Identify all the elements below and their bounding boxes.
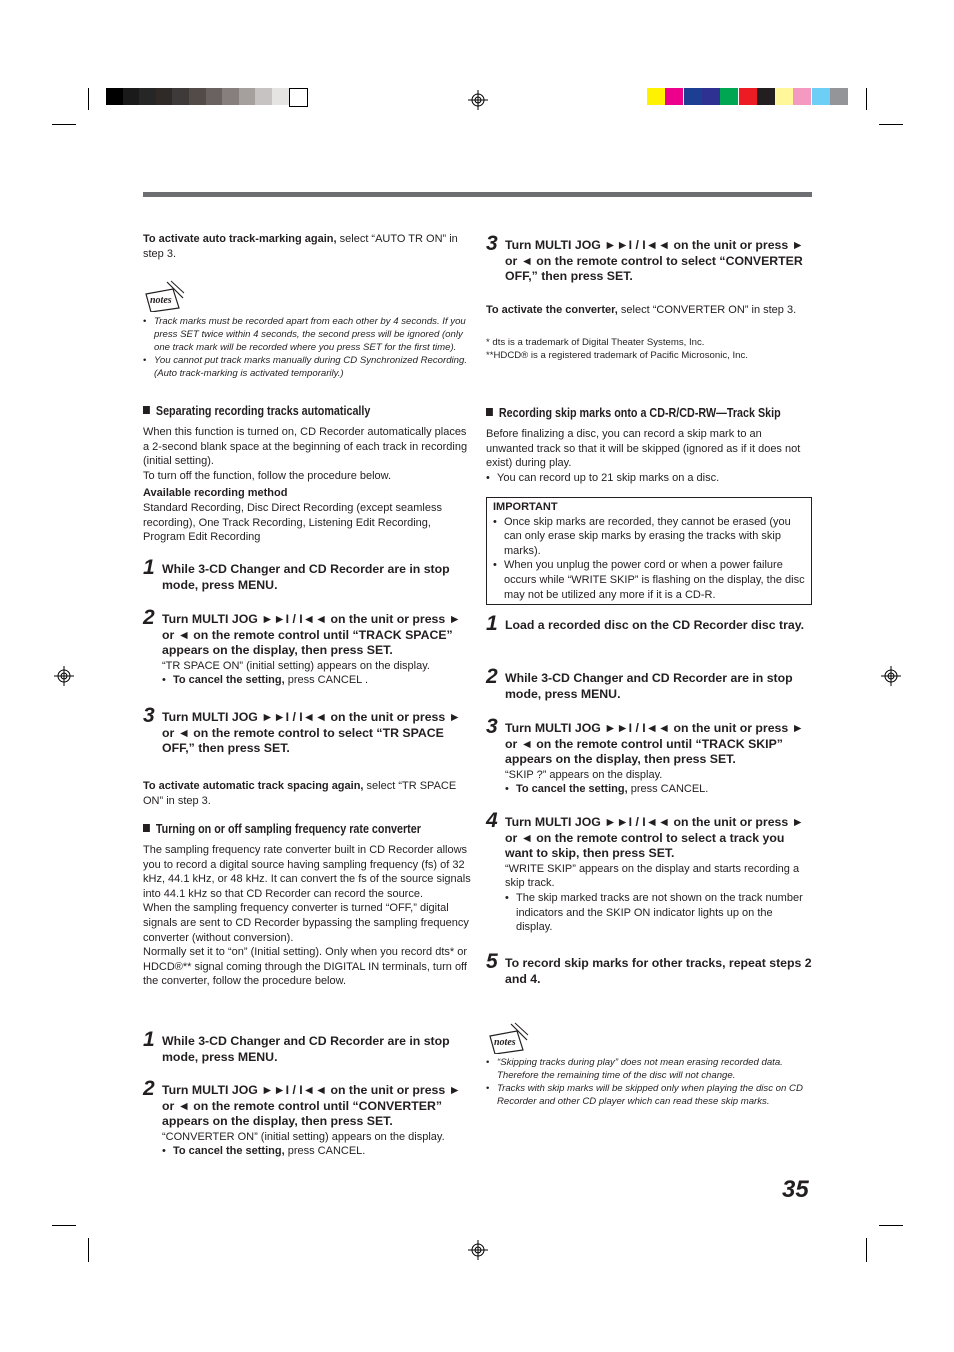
color-swatch — [775, 88, 793, 105]
step-2: 2 Turn MULTI JOG ►►I / I◄◄ on the unit or press ► or ◄ on the remote control until “TRACK SPACE” appears on the display, then press SET. “TR SPACE ON” (initial setting) appears on the display. • To cancel the setting, press CANCEL . — [143, 612, 470, 688]
notes-icon-label: notes — [494, 1037, 516, 1048]
step-1: 1 While 3-CD Changer and CD Recorder are in stop mode, press MENU. — [143, 556, 450, 592]
note-item: • Track marks must be recorded apart from each other by 4 seconds. If you press SET twice within 4 seconds, the second press will be ignored (only one track mark will be recorded where you press SET for the first time). — [143, 316, 469, 355]
color-swatch — [830, 88, 848, 105]
grayscale-swatch — [272, 88, 289, 105]
grayscale-swatch — [156, 88, 173, 105]
grayscale-swatch — [172, 88, 189, 105]
notes-icon — [487, 1022, 529, 1054]
section2-body: The sampling frequency rate converter built in CD Recorder allows you to record a digital source having sampling frequency (fs) of 32 kHz, 44.1 kHz, or 48 kHz. It can convert the fs of the source signals into 44.1 kHz so that CD Recorder can record the source. When the sampling frequency converter is turned “OFF,” digital signals are sent to CD Recorder bypassing the sampling frequency converter (without conversion). Normally set it to “on” (Initial setting). Only when you record dts* or HDCD®** signal coming through the DIGITAL IN terminals, turn off the converter, follow the procedure below. — [143, 844, 471, 988]
section-heading: Separating recording tracks automatically — [143, 404, 370, 418]
crop-mark — [88, 88, 89, 110]
crop-mark — [52, 1225, 76, 1226]
section3-body: Before finalizing a disc, you can record a skip mark to an unwanted track so that it will be skipped (ignored as if it does not exist) during play. • You can record up to 21 skip marks on a disc. — [486, 427, 812, 485]
important-box — [486, 497, 812, 605]
important-item: • Once skip marks are recorded, they cannot be erased (you can only erase skip marks by erasing the tracks with skip marks). — [493, 515, 807, 559]
crop-mark — [866, 1238, 867, 1262]
crop-mark — [879, 1225, 903, 1226]
color-swatch — [720, 88, 738, 105]
intro-paragraph: To activate auto track-marking again, select “AUTO TR ON” in step 3. — [143, 233, 458, 260]
step-2: 2 While 3-CD Changer and CD Recorder are in stop mode, press MENU. — [486, 665, 793, 701]
section-heading: Turning on or off sampling frequency rate converter — [143, 822, 421, 836]
crop-mark — [879, 124, 903, 125]
important-item: • When you unplug the power cord or when a power failure occurs while “WRITE SKIP” is flashing on the display, the disc may not be utilized any more if it is a CD-R. — [493, 558, 807, 602]
grayscale-swatch — [289, 88, 308, 107]
grayscale-swatch — [206, 88, 223, 105]
registration-mark-icon — [54, 666, 74, 686]
section-heading: Recording skip marks onto a CD-R/CD-RW—Track Skip — [486, 406, 781, 420]
grayscale-swatch — [106, 88, 123, 105]
step-2: 2 Turn MULTI JOG ►►I / I◄◄ on the unit or press ► or ◄ on the remote control until “CONVERTER” appears on the display, then press SET. “CONVERTER ON” (initial setting) appears on the display. • To cancel the setting, press CANCEL. — [143, 1083, 470, 1159]
notes-icon — [143, 280, 185, 312]
step-3: 3 Turn MULTI JOG ►►I / I◄◄ on the unit or press ► or ◄ on the remote control until “TRACK SKIP” appears on the display, then press SET. “SKIP ?” appears on the display. • To cancel the setting, press CANCEL. — [486, 721, 812, 797]
color-swatch — [647, 88, 665, 105]
color-swatch — [757, 88, 775, 105]
grayscale-swatch — [123, 88, 140, 105]
notes-icon-label: notes — [150, 295, 172, 306]
step-3: 3 Turn MULTI JOG ►►I / I◄◄ on the unit or press ► or ◄ on the remote control to select “TR SPACE OFF,” then press SET. — [143, 704, 461, 756]
crop-mark — [866, 88, 867, 110]
color-swatch — [702, 88, 720, 105]
step-1: 1 Load a recorded disc on the CD Recorder disc tray. — [486, 612, 805, 635]
color-swatch — [684, 88, 702, 105]
step-1: 1 While 3-CD Changer and CD Recorder are in stop mode, press MENU. — [143, 1028, 450, 1064]
grayscale-swatch — [189, 88, 206, 105]
page-number: 35 — [782, 1176, 809, 1203]
track-spacing-again: To activate automatic track spacing again, select “TR SPACE ON” in step 3. — [143, 780, 457, 807]
left-column — [143, 232, 469, 261]
crop-mark — [88, 1238, 89, 1262]
step-3: 3 Turn MULTI JOG ►►I / I◄◄ on the unit or press ► or ◄ on the remote control to select “CONVERTER OFF,” then press SET. — [486, 232, 804, 284]
registration-mark-icon — [881, 666, 901, 686]
left-notes-list — [143, 316, 469, 381]
color-swatch — [812, 88, 830, 105]
right-notes-list — [486, 1057, 812, 1109]
note-item: • You cannot put track marks manually during CD Synchronized Recording. (Auto track-marking is activated temporarily.) — [143, 355, 469, 381]
note-item: • Tracks with skip marks will be skipped only when playing the disc on CD Recorder and other CD player which can read these skip marks. — [486, 1083, 812, 1109]
footnotes: * dts is a trademark of Digital Theater Systems, Inc. **HDCD® is a registered trademark of Pacific Microsonic, Inc. — [486, 337, 748, 362]
grayscale-swatch — [255, 88, 272, 105]
grayscale-swatch — [222, 88, 239, 105]
color-swatch — [665, 88, 683, 105]
registration-mark-icon — [468, 90, 488, 110]
step-4: 4 Turn MULTI JOG ►►I / I◄◄ on the unit or press ► or ◄ on the remote control to select a track you want to skip, then press SET. “WRITE SKIP” appears on the display and starts recording a skip track. • The skip marked tracks are not shown on the track number indicators and the SKIP ON indicator lights up on the display. — [486, 815, 812, 935]
header-rule — [143, 192, 812, 197]
activate-converter: To activate the converter, select “CONVERTER ON” in step 3. — [486, 304, 797, 316]
note-item: • “Skipping tracks during play” does not mean erasing recorded data. Therefore the remaining time of the disc will not change. — [486, 1057, 812, 1083]
crop-mark — [52, 124, 76, 125]
important-title: IMPORTANT — [493, 501, 558, 513]
color-swatch — [793, 88, 811, 105]
step-5: 5 To record skip marks for other tracks, repeat steps 2 and 4. — [486, 950, 812, 986]
color-swatch — [739, 88, 757, 105]
grayscale-swatch — [139, 88, 156, 105]
registration-mark-icon — [468, 1240, 488, 1260]
section1-body: When this function is turned on, CD Recorder automatically places a 2-second blank space at the beginning of each track in recording (initial setting). To turn off the function, follow the procedure below. Available recording method Standard Recording, Disc Direct Recording (except seamless recording), One Track Recording, Listening Edit Recording, Program Edit Recording — [143, 426, 468, 544]
grayscale-swatch — [239, 88, 256, 105]
